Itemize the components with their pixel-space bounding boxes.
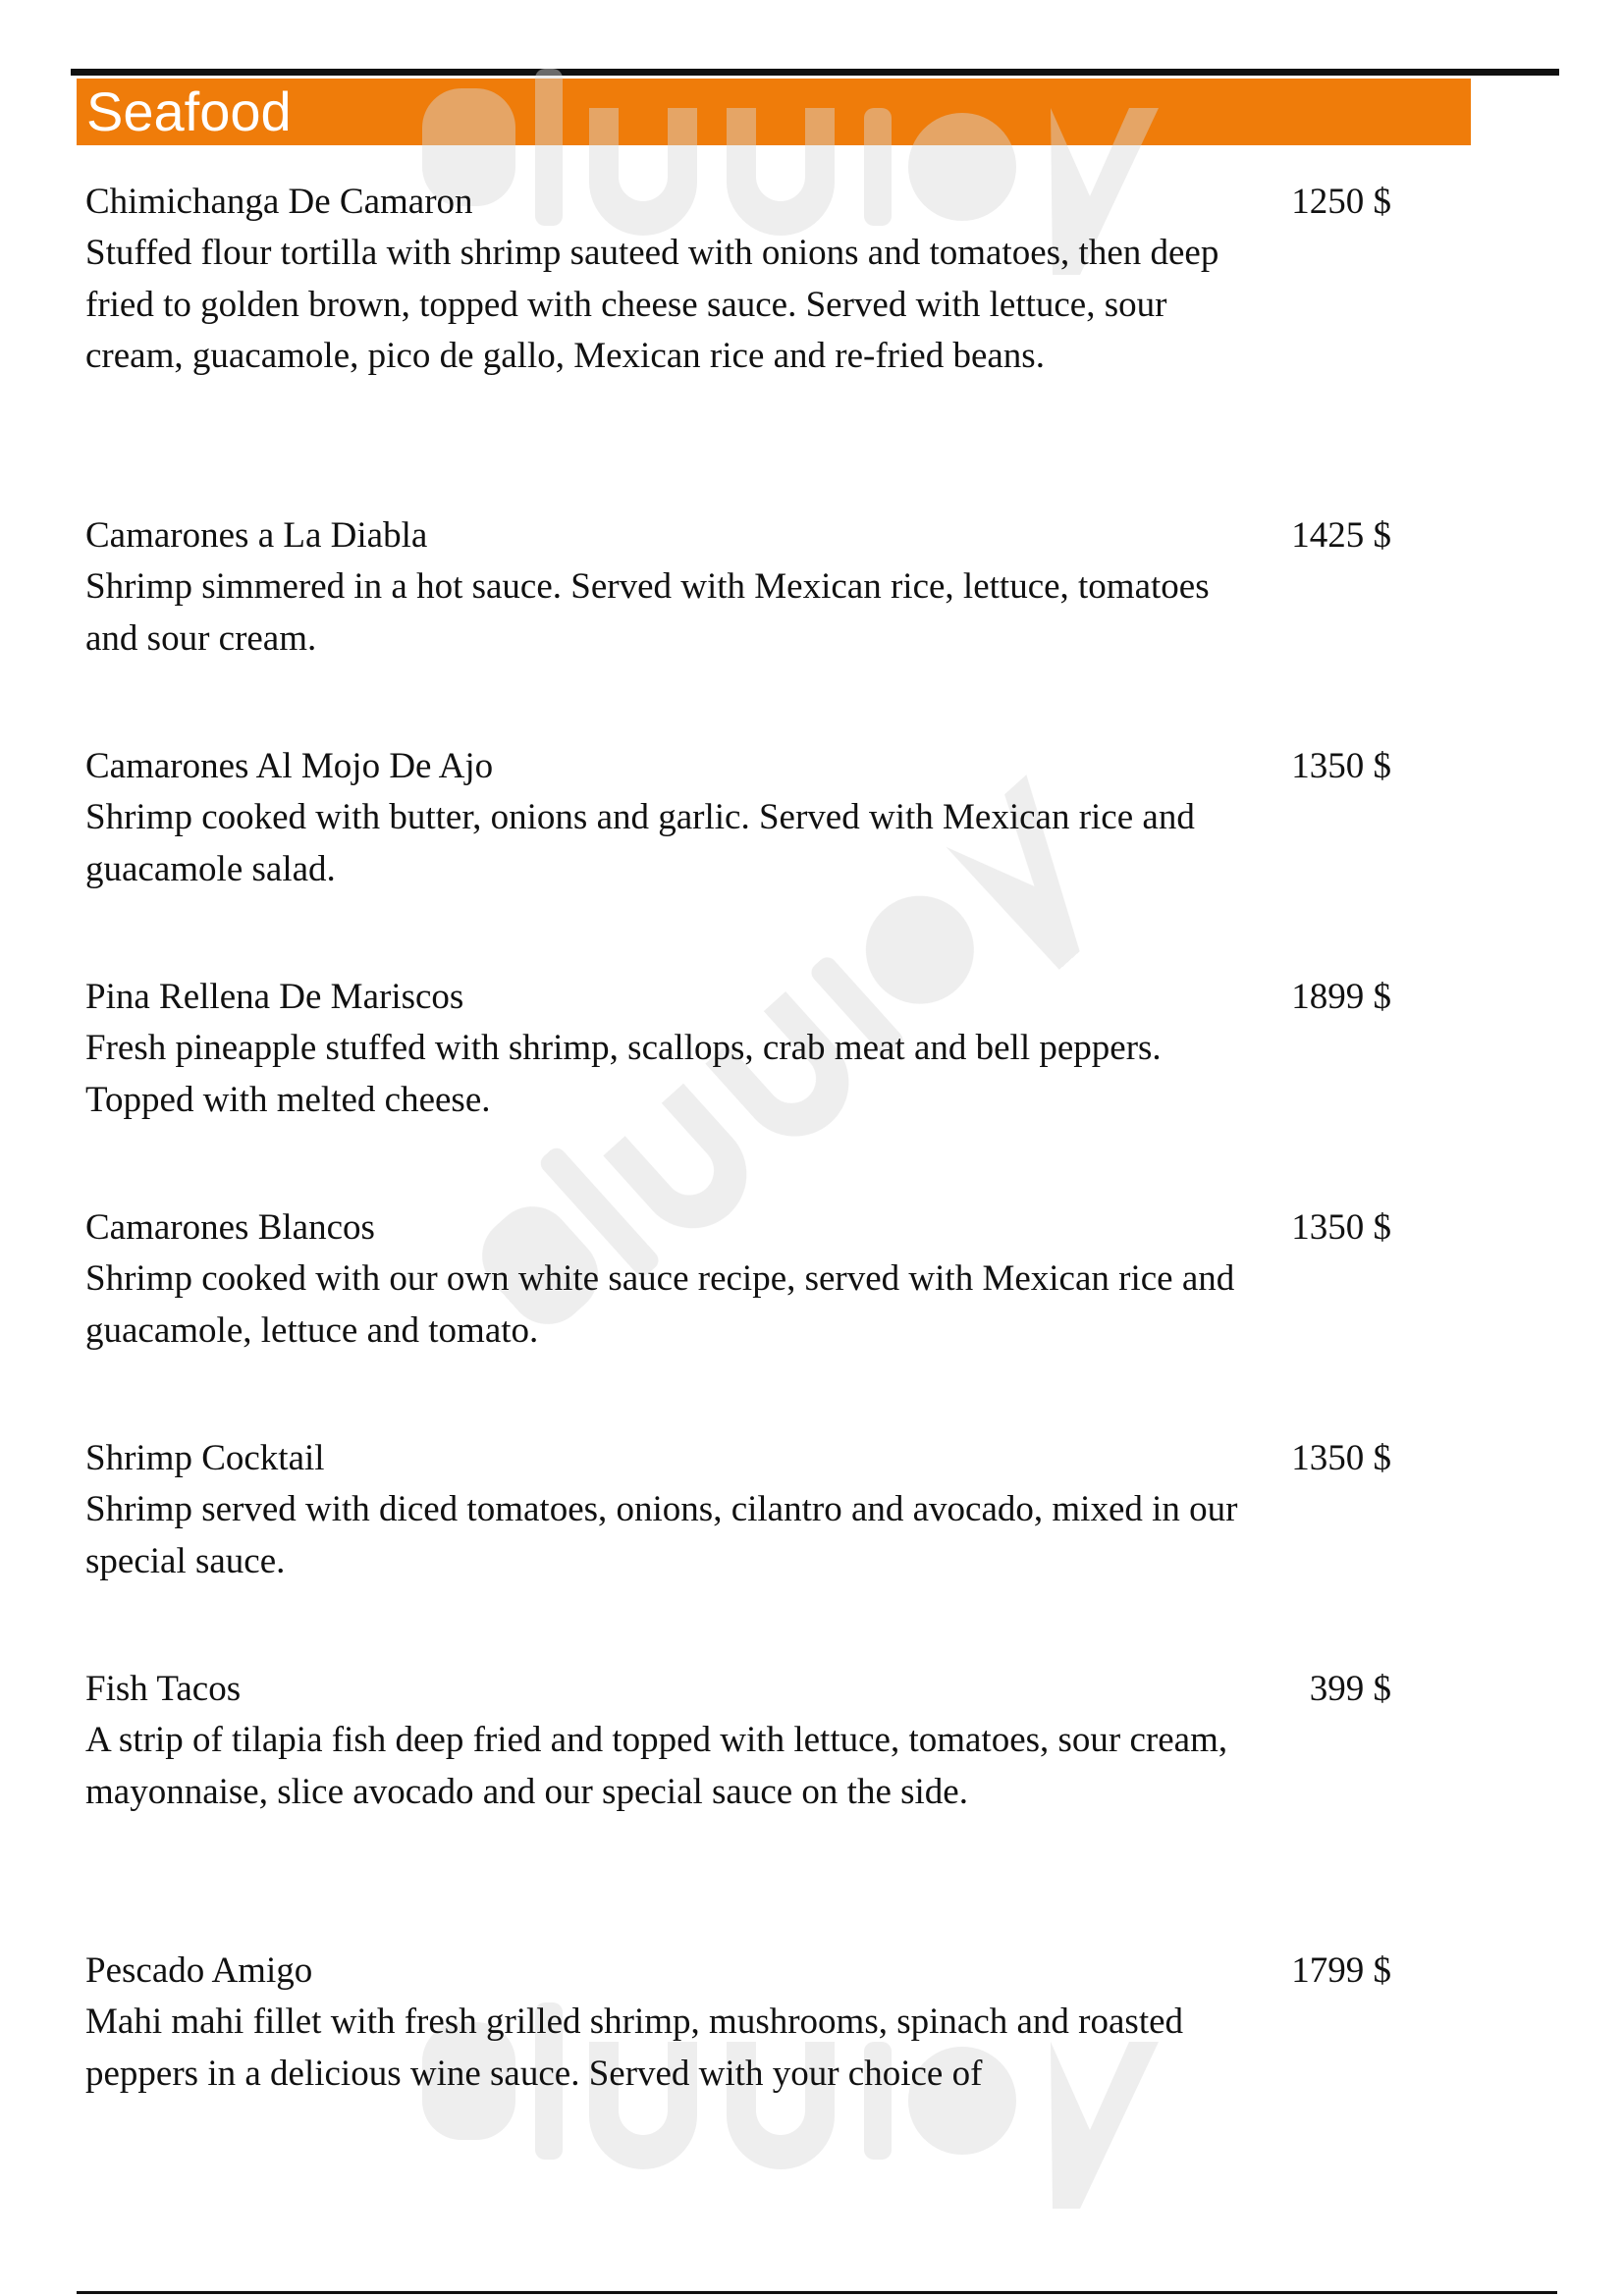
- menu-item: [85, 741, 1391, 972]
- item-description: Fresh pineapple stuffed with shrimp, scallops, crab meat and bell peppers. Topped with melted cheese.: [85, 1028, 1162, 1120]
- item-description: Stuffed flour tortilla with shrimp sauteed with onions and tomatoes, then deep fried to golden brown, topped with cheese sauce. Served with lettuce, sour cream, guacamole, pico de gallo, Mexican rice and re-fried beans.: [85, 233, 1219, 376]
- item-description: Shrimp served with diced tomatoes, onions, cilantro and avocado, mixed in our special sauce.: [85, 1489, 1238, 1581]
- item-name: Shrimp Cocktail: [85, 1438, 325, 1478]
- menu-item: [85, 1946, 1391, 2103]
- item-price: 1350 $: [1291, 1207, 1391, 1248]
- item-name: Fish Tacos: [85, 1669, 242, 1709]
- item-name: Camarones Blancos: [85, 1207, 375, 1248]
- item-description: Shrimp simmered in a hot sauce. Served with Mexican rice, lettuce, tomatoes and sour cream.: [85, 566, 1210, 659]
- top-rule: [71, 69, 1559, 76]
- item-name: Camarones Al Mojo De Ajo: [85, 746, 494, 786]
- bottom-rule: [77, 2291, 1557, 2294]
- item-name: Pina Rellena De Mariscos: [85, 977, 464, 1017]
- item-price: 1799 $: [1291, 1950, 1391, 1991]
- item-price: 1899 $: [1291, 977, 1391, 1017]
- item-name: Pescado Amigo: [85, 1950, 313, 1991]
- item-price: 1350 $: [1291, 746, 1391, 786]
- menu-item: [85, 972, 1391, 1202]
- item-price: 1425 $: [1291, 515, 1391, 556]
- item-price: 1250 $: [1291, 182, 1391, 222]
- menu-item: [85, 177, 1391, 510]
- item-name: Chimichanga De Camaron: [85, 182, 473, 222]
- menu-item: [85, 510, 1391, 741]
- section-title: Seafood: [86, 80, 292, 142]
- menu-item: [85, 1433, 1391, 1664]
- item-description: Shrimp cooked with our own white sauce recipe, served with Mexican rice and guacamole, lettuce and tomato.: [85, 1258, 1235, 1351]
- item-description: A strip of tilapia fish deep fried and topped with lettuce, tomatoes, sour cream, mayonnaise, slice avocado and our special sauce on the side.: [85, 1720, 1228, 1812]
- item-price: 399 $: [1309, 1669, 1391, 1709]
- menu-item: [85, 1202, 1391, 1433]
- section-header: [77, 79, 1471, 145]
- item-name: Camarones a La Diabla: [85, 515, 428, 556]
- item-description: Shrimp cooked with butter, onions and garlic. Served with Mexican rice and guacamole salad.: [85, 797, 1195, 889]
- item-description: Mahi mahi fillet with fresh grilled shrimp, mushrooms, spinach and roasted peppers in a delicious wine sauce. Served with your choice of: [85, 2002, 1184, 2094]
- menu-item: [85, 1664, 1391, 1946]
- item-price: 1350 $: [1291, 1438, 1391, 1478]
- menu-list: [85, 177, 1391, 2103]
